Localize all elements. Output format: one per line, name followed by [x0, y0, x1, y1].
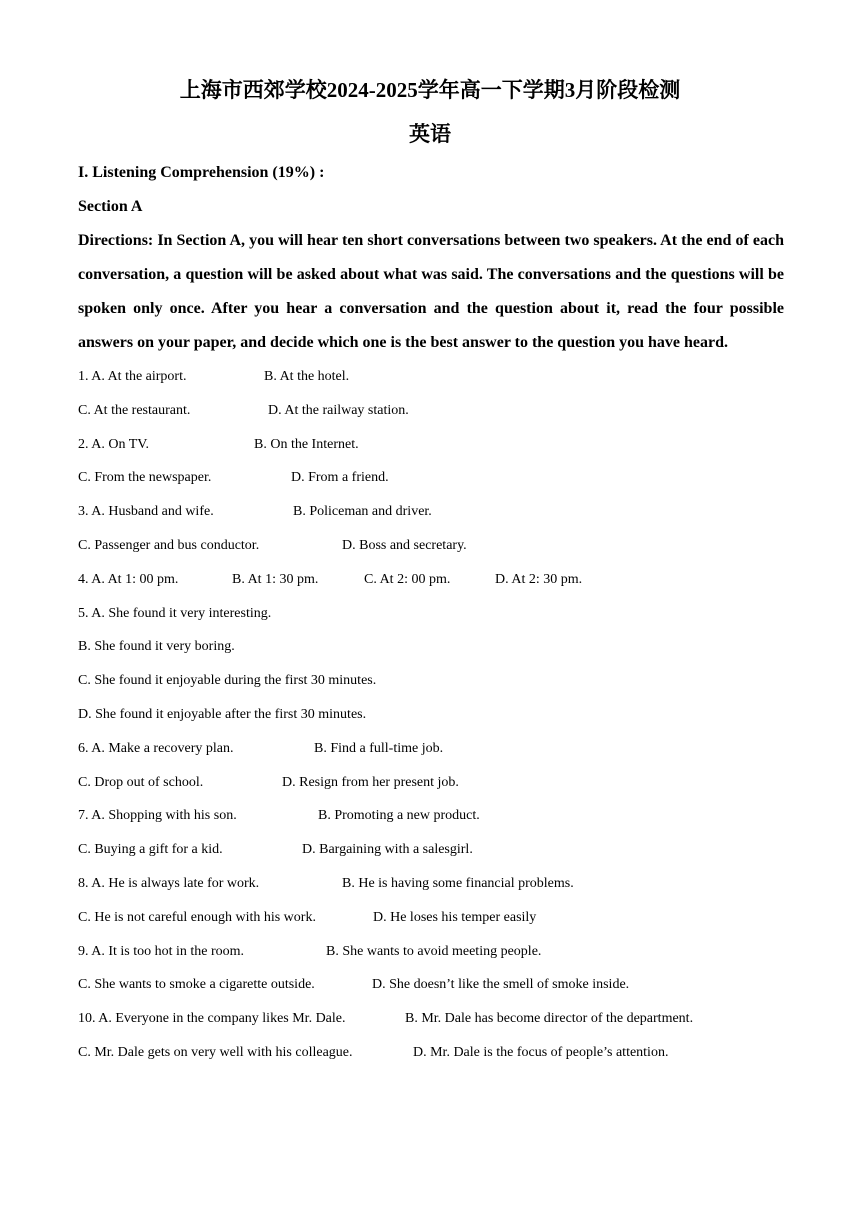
answer-option: D. She found it enjoyable after the first 30 minutes. — [78, 706, 367, 722]
question-row — [78, 461, 784, 495]
document-title: 上海市西郊学校2024-2025学年高一下学期3月阶段检测 — [179, 78, 681, 102]
answer-option: B. Promoting a new product. — [318, 808, 480, 824]
answer-option: D. She doesn’t like the smell of smoke inside. — [372, 977, 630, 993]
answer-option: 2. A. On TV. — [78, 436, 150, 452]
answer-option: C. She wants to smoke a cigarette outside. — [78, 977, 315, 993]
answer-option: B. She wants to avoid meeting people. — [326, 943, 542, 959]
section-heading: Section A — [78, 198, 143, 215]
question-row — [78, 935, 784, 969]
answer-option: D. At 2: 30 pm. — [495, 571, 583, 587]
answer-option: B. She found it very boring. — [78, 639, 235, 655]
answer-option: 5. A. She found it very interesting. — [78, 605, 272, 621]
answer-option: D. Bargaining with a salesgirl. — [302, 842, 473, 858]
question-row — [78, 1002, 784, 1036]
answer-option: C. From the newspaper. — [78, 470, 212, 486]
answer-option: 4. A. At 1: 00 pm. — [78, 571, 179, 587]
listening-section — [78, 156, 784, 1070]
question-row — [78, 563, 784, 597]
answer-option: B. At 1: 30 pm. — [232, 571, 319, 587]
question-row — [78, 901, 784, 935]
answer-option: C. Passenger and bus conductor. — [78, 537, 260, 553]
question-row — [78, 1036, 784, 1070]
question-row — [78, 630, 784, 664]
question-row — [78, 833, 784, 867]
question-list — [78, 360, 784, 1070]
answer-option: C. At 2: 00 pm. — [364, 571, 451, 587]
question-row — [78, 799, 784, 833]
answer-option: D. Boss and secretary. — [342, 537, 467, 553]
part-heading: I. Listening Comprehension (19%) : — [78, 164, 325, 181]
question-row — [78, 428, 784, 462]
answer-option: C. Drop out of school. — [78, 774, 204, 790]
answer-option: 10. A. Everyone in the company likes Mr. Dale. — [78, 1011, 346, 1027]
answer-option: 8. A. He is always late for work. — [78, 875, 260, 891]
answer-option: D. Mr. Dale is the focus of people’s attention. — [413, 1044, 669, 1060]
answer-option: D. He loses his temper easily — [373, 909, 537, 925]
answer-option: B. At the hotel. — [264, 369, 350, 384]
question-row — [78, 597, 784, 631]
question-row — [78, 968, 784, 1002]
directions-paragraph: Directions: In Section A, you will hear ten short conversations between two speakers. At the end of each conversation, a question will be asked about what was said. The conversations and the questions will be spoken only once. After you hear a conversation and the question about it, read the four possible answers on your paper, and decide which one is the best answer to the question you have heard. — [78, 232, 784, 351]
question-row — [78, 529, 784, 563]
answer-option: 7. A. Shopping with his son. — [78, 808, 237, 824]
answer-option: 9. A. It is too hot in the room. — [78, 943, 245, 959]
answer-option: D. At the railway station. — [268, 402, 409, 418]
answer-option: B. Policeman and driver. — [293, 504, 432, 520]
question-row — [78, 732, 784, 766]
question-row — [78, 867, 784, 901]
answer-option: D. Resign from her present job. — [282, 774, 459, 790]
answer-option: 6. A. Make a recovery plan. — [78, 740, 234, 756]
answer-option: C. She found it enjoyable during the first 30 minutes. — [78, 673, 377, 689]
answer-option: B. He is having some financial problems. — [342, 875, 574, 891]
question-row — [78, 664, 784, 698]
question-row — [78, 766, 784, 800]
answer-option: C. At the restaurant. — [78, 402, 191, 418]
subject-title: 英语 — [409, 122, 451, 146]
answer-option: B. Mr. Dale has become director of the department. — [405, 1011, 694, 1027]
answer-option: C. Mr. Dale gets on very well with his colleague. — [78, 1044, 353, 1060]
answer-option: 1. A. At the airport. — [78, 369, 187, 384]
question-row — [78, 360, 784, 394]
question-row — [78, 394, 784, 428]
answer-option: 3. A. Husband and wife. — [78, 504, 214, 520]
answer-option: C. Buying a gift for a kid. — [78, 842, 223, 858]
question-row — [78, 698, 784, 732]
answer-option: B. On the Internet. — [254, 436, 359, 452]
answer-option: B. Find a full-time job. — [314, 740, 444, 756]
answer-option: D. From a friend. — [291, 470, 389, 486]
question-row — [78, 495, 784, 529]
answer-option: C. He is not careful enough with his work. — [78, 909, 316, 925]
